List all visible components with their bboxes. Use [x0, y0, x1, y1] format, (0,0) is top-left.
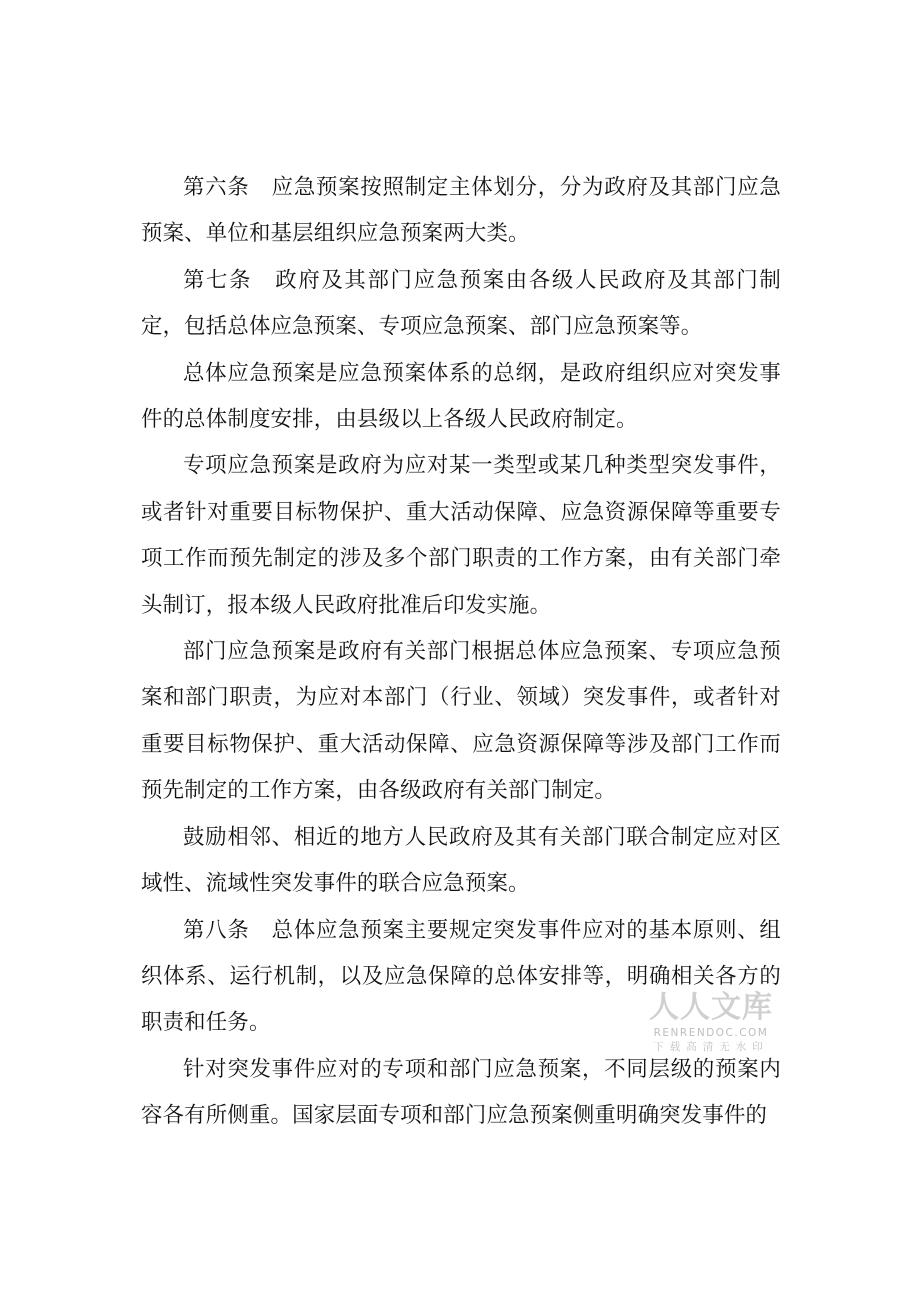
watermark-title: 人人文库	[649, 990, 773, 1025]
paragraph: 鼓励相邻、相近的地方人民政府及其有关部门联合制定应对区域性、流域性突发事件的联合应急预案。	[141, 824, 781, 897]
paragraph: 专项应急预案是政府为应对某一类型或某几种类型突发事件，或者针对重要目标物保护、重大活动保障、应急资源保障等重要专项工作而预先制定的涉及多个部门职责的工作方案，由有关部门牵头制订，报本级人民政府批准后印发实施。	[141, 453, 781, 618]
paragraph: 第七条 政府及其部门应急预案由各级人民政府及其部门制定，包括总体应急预案、专项应急预案、部门应急预案等。	[141, 267, 781, 340]
watermark-slogan: 下载高清无水印	[653, 1041, 769, 1053]
paragraph: 第六条 应急预案按照制定主体划分，分为政府及其部门应急预案、单位和基层组织应急预案两大类。	[141, 175, 781, 247]
watermark	[648, 990, 774, 1054]
paragraph: 总体应急预案是应急预案体系的总纲，是政府组织应对突发事件的总体制度安排，由县级以上各级人民政府制定。	[141, 360, 781, 433]
paragraph: 部门应急预案是政府有关部门根据总体应急预案、专项应急预案和部门职责，为应对本部门（行业、领域）突发事件，或者针对重要目标物保护、重大活动保障、应急资源保障等涉及部门工作而预先制定的工作方案，由各级政府有关部门制定。	[141, 639, 781, 804]
paragraph: 针对突发事件应对的专项和部门应急预案，不同层级的预案内容各有所侧重。国家层面专项和部门应急预案侧重明确突发事件的	[141, 1056, 781, 1129]
watermark-site: RENRENDOC.COM	[653, 1027, 769, 1039]
paragraph: 第八条 总体应急预案主要规定突发事件应对的基本原则、组织体系、运行机制，以及应急保障的总体安排等，明确相关各方的职责和任务。	[141, 917, 781, 1036]
